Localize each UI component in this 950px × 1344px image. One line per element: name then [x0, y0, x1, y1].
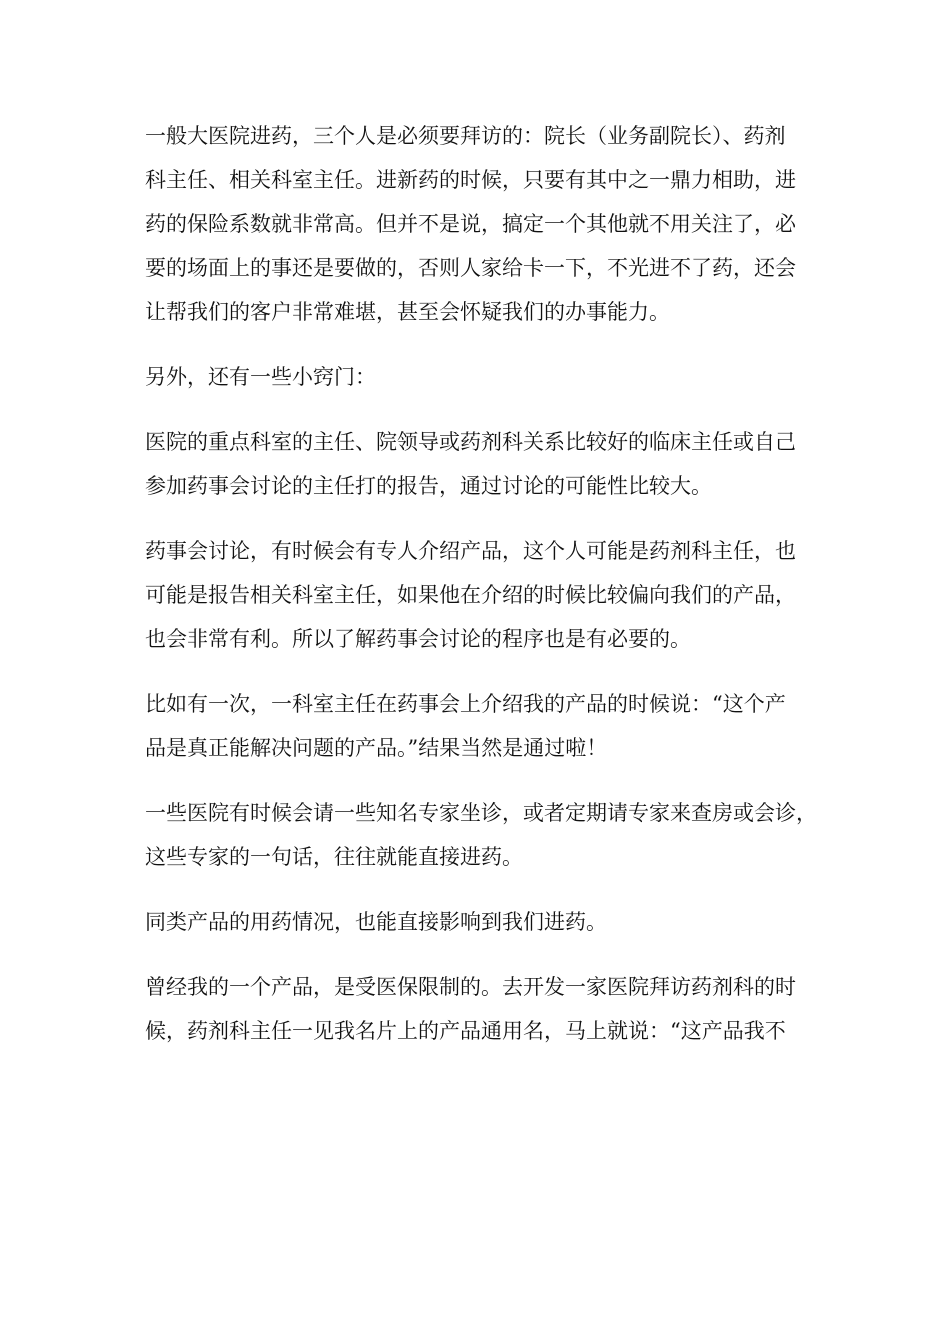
text-line: 要的场面上的事还是要做的，否则人家给卡一下，不光进不了药，还会: [145, 256, 796, 280]
text-line: 候，药剂科主任一见我名片上的产品通用名，马上就说：“这产品我不: [145, 1019, 786, 1043]
text-line: 医院的重点科室的主任、院领导或药剂科关系比较好的临床主任或自己: [145, 430, 796, 454]
text-line: 这些专家的一句话，往往就能直接进药。: [145, 845, 523, 869]
text-line: 一般大医院进药，三个人是必须要拜访的：院长（业务副院长）、药剂: [145, 124, 786, 148]
text-line: 参加药事会讨论的主任打的报告，通过讨论的可能性比较大。: [145, 474, 712, 498]
paragraph-3: [145, 420, 817, 508]
paragraph-4: [145, 529, 817, 661]
text-line: 品是真正能解决问题的产品。”结果当然是通过啦！: [145, 736, 608, 760]
text-line: 也会非常有利。所以了解药事会讨论的程序也是有必要的。: [145, 627, 691, 651]
text-line: 可能是报告相关科室主任，如果他在介绍的时候比较偏向我们的产品，: [145, 583, 796, 607]
document-body: [145, 114, 817, 1074]
text-line: 同类产品的用药情况，也能直接影响到我们进药。: [145, 910, 607, 934]
text-line: 比如有一次，一科室主任在药事会上介绍我的产品的时候说：“这个产: [145, 692, 786, 716]
paragraph-6: [145, 791, 817, 879]
text-line: 另外，还有一些小窍门：: [145, 365, 376, 389]
paragraph-5: [145, 682, 817, 770]
text-line: 曾经我的一个产品，是受医保限制的。去开发一家医院拜访药剂科的时: [145, 975, 796, 999]
text-line: 一些医院有时候会请一些知名专家坐诊，或者定期请专家来查房或会诊，: [145, 801, 817, 825]
paragraph-1: [145, 114, 817, 334]
paragraph-2: [145, 355, 817, 399]
text-line: 药事会讨论，有时候会有专人介绍产品，这个人可能是药剂科主任，也: [145, 539, 796, 563]
text-line: 让帮我们的客户非常难堪，甚至会怀疑我们的办事能力。: [145, 300, 670, 324]
paragraph-8: [145, 965, 817, 1053]
text-line: 药的保险系数就非常高。但并不是说，搞定一个其他就不用关注了，必: [145, 212, 796, 236]
text-line: 科主任、相关科室主任。进新药的时候，只要有其中之一鼎力相助，进: [145, 168, 796, 192]
paragraph-7: [145, 900, 817, 944]
